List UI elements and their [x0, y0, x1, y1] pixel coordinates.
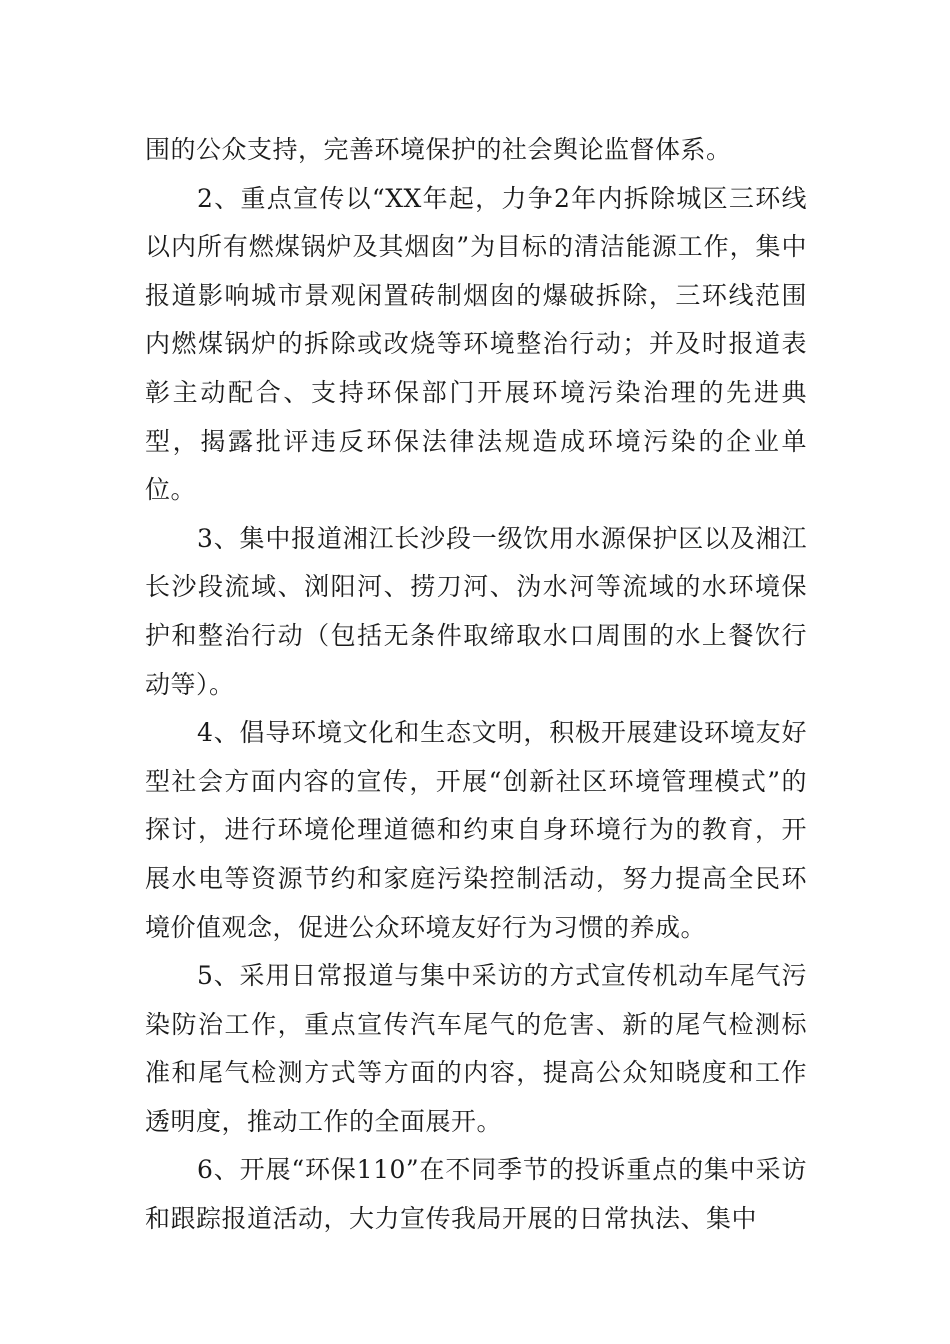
paragraph-item-6: 6、开展“环保110”在不同季节的投诉重点的集中采访和跟踪报道活动，大力宣传我局开展的日常执法、集中	[145, 1155, 807, 1234]
paragraph-item-2: 2、重点宣传以“XX年起，力争2年内拆除城区三环线以内所有燃煤锅炉及其烟囱”为目标的清洁能源工作，集中报道影响城市景观闲置砖制烟囱的爆破拆除，三环线范围内燃煤锅炉的拆除或改烧等环境整治行动；并及时报道表彰主动配合、支持环保部门开展环境污染治理的先进典型，揭露批评违反环保法律法规造成环境污染的企业单位。	[145, 183, 807, 505]
paragraph-item-5: 5、采用日常报道与集中采访的方式宣传机动车尾气污染防治工作，重点宣传汽车尾气的危害、新的尾气检测标准和尾气检测方式等方面的内容，提高公众知晓度和工作透明度，推动工作的全面展开。	[145, 961, 807, 1136]
paragraph-item-4: 4、倡导环境文化和生态文明，积极开展建设环境友好型社会方面内容的宣传，开展“创新社区环境管理模式”的探讨，进行环境伦理道德和约束自身环境行为的教育，开展水电等资源节约和家庭污染控制活动，努力提高全民环境价值观念，促进公众环境友好行为习惯的养成。	[145, 718, 807, 942]
paragraph-item-3: 3、集中报道湘江长沙段一级饮用水源保护区以及湘江长沙段流域、浏阳河、捞刀河、沩水河等流域的水环境保护和整治行动（包括无条件取缔取水口周围的水上餐饮行动等）。	[145, 523, 807, 699]
paragraph-continuation: 围的公众支持，完善环境保护的社会舆论监督体系。	[145, 135, 732, 164]
document-body	[145, 126, 807, 1244]
